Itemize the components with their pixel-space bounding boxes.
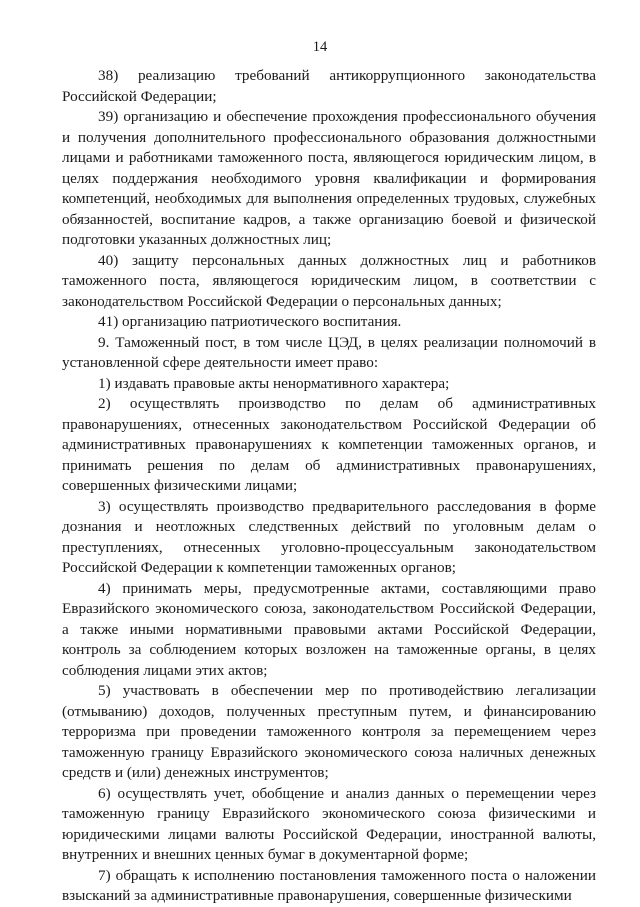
paragraph-item-38: 38) реализацию требований антикоррупционного законодательства Российской Федерации;	[62, 67, 596, 105]
page-number: 14	[312, 39, 328, 55]
paragraph-right-5: 5) участвовать в обеспечении мер по противодействию легализации (отмыванию) доходов, полученных преступным путем, и финансированию терроризма при проведении таможенного контроля за перемещением через таможенную границу Евразийского экономического союза наличных денежных средств и (или) денежных инструментов;	[62, 682, 596, 781]
paragraph-right-6: 6) осуществлять учет, обобщение и анализ данных о перемещении через таможенную границу Евразийского экономического союза физическими и юридическими лицами валюты Российской Федерации, иностранной валюты, внутренних и внешних ценных бумаг в документарной форме;	[62, 784, 596, 863]
paragraph-right-3: 3) осуществлять производство предварительного расследования в форме дознания и неотложных следственных действий по уголовным делам о преступлениях, отнесенных уголовно-процессуальным законодательством Российской Федерации к компетенции таможенных органов;	[62, 497, 596, 576]
paragraph-right-1: 1) издавать правовые акты ненормативного характера;	[98, 374, 450, 392]
paragraph-right-2: 2) осуществлять производство по делам об административных правонарушениях, отнесенных законодательством Российской Федерации об административных правонарушениях к компетенции таможенных органов, и принимать решения по делам об административных правонарушениях, совершенных физическими лицами;	[62, 395, 596, 494]
paragraph-section-9: 9. Таможенный пост, в том числе ЦЭД, в целях реализации полномочий в установленной сфере деятельности имеет право:	[62, 333, 596, 371]
paragraph-item-41: 41) организацию патриотического воспитания.	[98, 313, 402, 330]
paragraph-right-4: 4) принимать меры, предусмотренные актами, составляющими право Евразийского экономического союза, законодательством Российской Федерации, а также иными нормативными правовыми актами Российской Федерации, контроль за соблюдением которых возложен на таможенные органы, в целях соблюдения лицами этих актов;	[62, 579, 596, 679]
document-body	[62, 66, 596, 907]
paragraph-item-39: 39) организацию и обеспечение прохождения профессионального обучения и получения дополнительного профессионального образования должностными лицами и работниками таможенного поста, являющегося юридическим лицом, в целях поддержания необходимого уровня квалификации и формирования компетенций, необходимых для выполнения определенных трудовых, служебных обязанностей, воспитание кадров, а также организацию боевой и физической подготовки указанных должностных лиц;	[62, 108, 596, 248]
paragraph-right-7: 7) обращать к исполнению постановления таможенного поста о наложении взысканий за административные правонарушения, совершенные физическими	[62, 866, 596, 904]
paragraph-item-40: 40) защиту персональных данных должностных лиц и работников таможенного поста, являющегося юридическим лицом, в соответствии с законодательством Российской Федерации о персональных данных;	[62, 251, 596, 310]
